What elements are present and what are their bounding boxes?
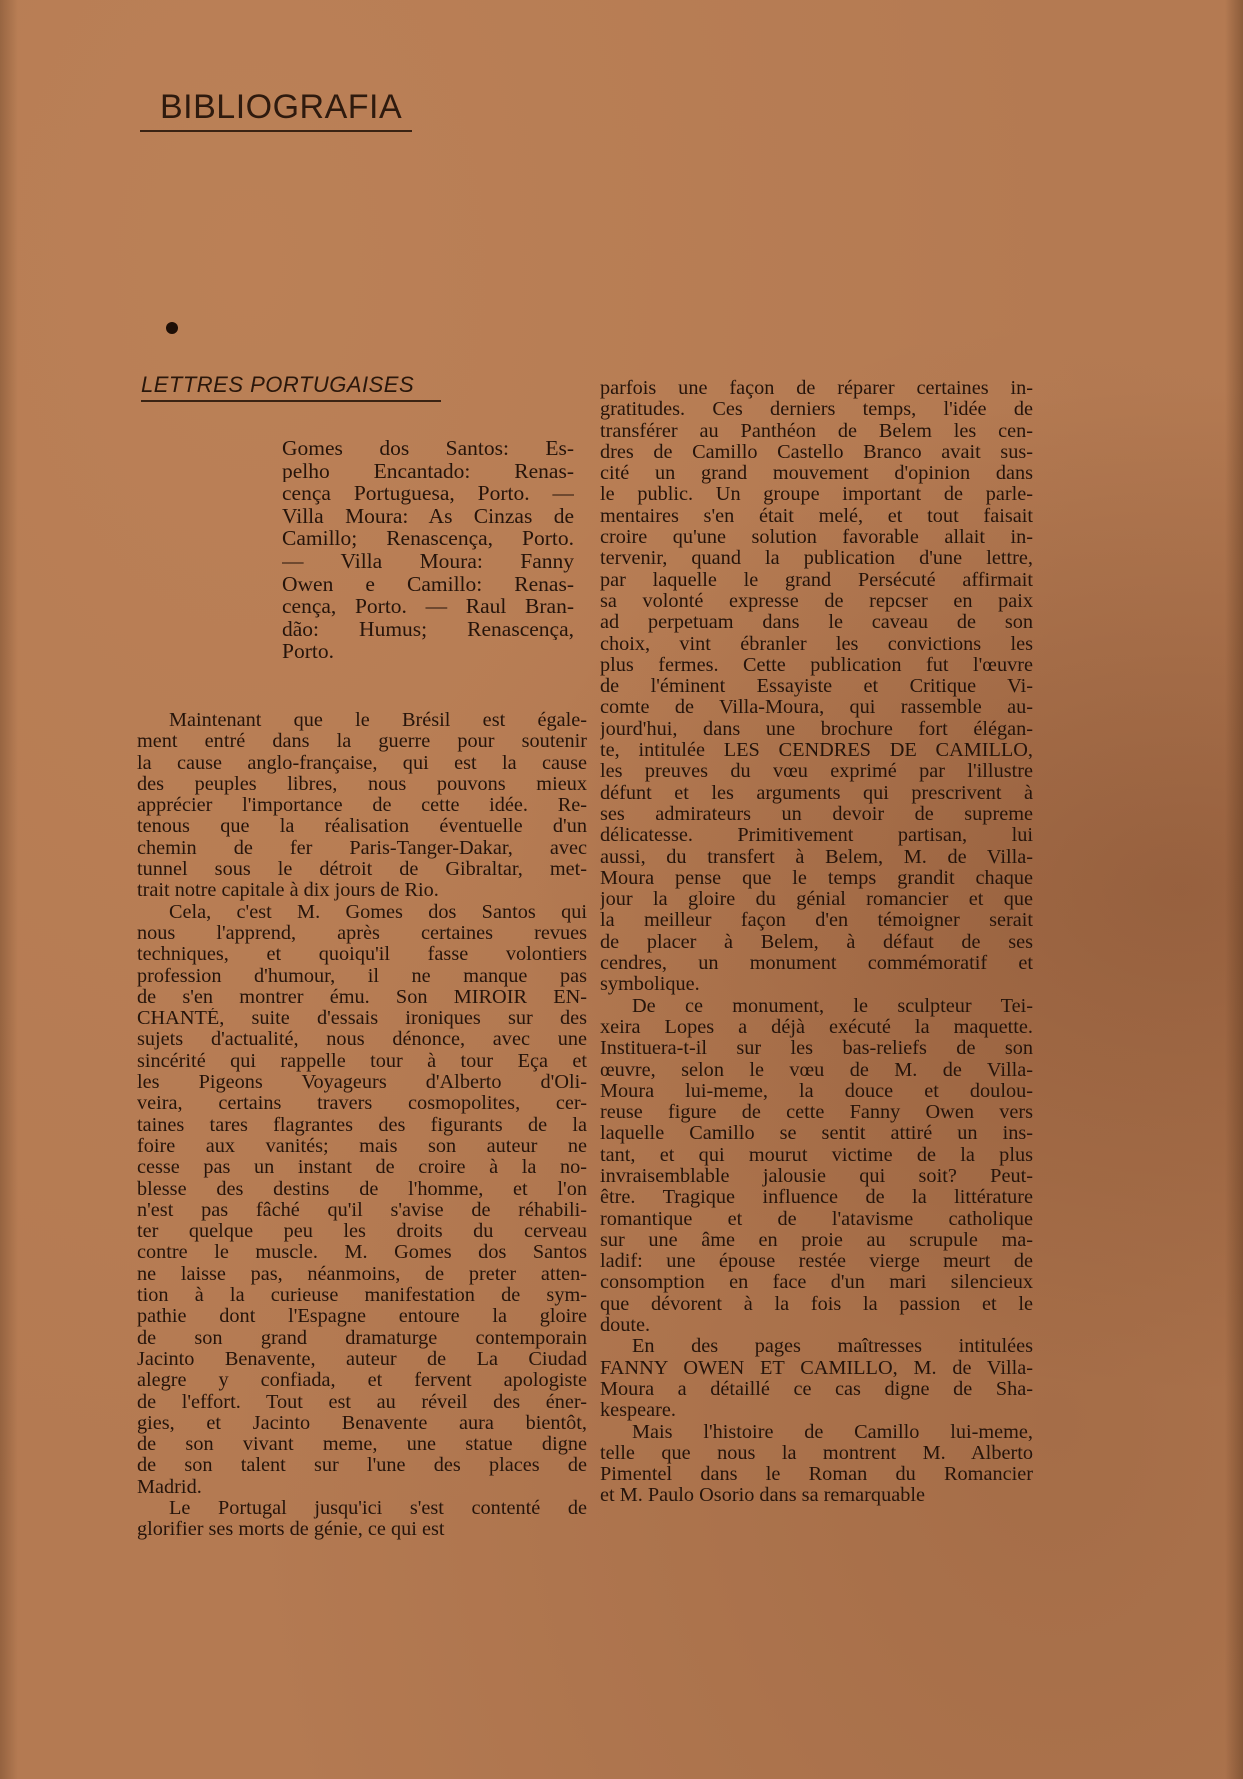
text-line: dão: Humus; Renascença, (282, 617, 574, 641)
text-line: tervenir, quand la publication d'une lettre, (600, 548, 1033, 570)
text-line: sincérité qui rappelle tour à tour Eça et (137, 1050, 587, 1072)
text-line: choix, vint ébranler les convictions les (600, 633, 1033, 655)
text-line: dres de Camillo Castello Branco avait sus- (600, 441, 1033, 463)
text-line: Owen e Camillo: Renas- (282, 572, 574, 596)
text-line: veira, certains travers cosmopolites, cer- (137, 1093, 587, 1115)
text-line: Pimentel dans le Roman du Romancier (600, 1464, 1033, 1486)
text-line: sur une âme en proie au scrupule ma- (600, 1229, 1033, 1251)
text-line: Le Portugal jusqu'ici s'est contenté de (169, 1497, 587, 1519)
text-line: cendres, un monument commémoratif et (600, 953, 1033, 975)
left-text-column (137, 710, 587, 1541)
text-line: pathie dont l'Espagne entoure la gloire (137, 1306, 587, 1328)
text-line: cité un grand mouvement d'opinion dans (600, 463, 1033, 485)
text-line: nous l'apprend, après certaines revues (137, 922, 587, 944)
text-line: tion à la curieuse manifestation de sym- (137, 1285, 587, 1307)
page-title: BIBLIOGRAFIA (160, 88, 403, 126)
text-line: tenous que la réalisation éventuelle d'un (137, 816, 587, 838)
text-line: — Villa Moura: Fanny (282, 549, 574, 573)
text-line: Mais l'histoire de Camillo lui-meme, (632, 1421, 1033, 1443)
text-line: Madrid. (137, 1476, 202, 1498)
text-line: de son vivant meme, une statue digne (137, 1434, 587, 1456)
text-line: défunt et les arguments qui prescrivent à (600, 782, 1033, 804)
text-line: blesse des destins de l'homme, et l'on (137, 1178, 587, 1200)
text-line: transférer au Panthéon de Belem les cen- (600, 420, 1033, 442)
text-line: De ce monument, le sculpteur Tei- (632, 995, 1033, 1017)
text-line: Maintenant que le Brésil est égale- (169, 710, 587, 731)
text-line: gratitudes. Ces derniers temps, l'idée de (600, 399, 1033, 421)
text-line: n'est pas fâché qu'il s'avise de réhabili- (137, 1199, 587, 1221)
page-edge-shadow-right (1225, 0, 1243, 1779)
text-line: tunnel sous le détroit de Gibraltar, met- (137, 859, 587, 881)
text-line: les preuves du vœu exprimé par l'illustre (600, 761, 1033, 783)
text-line: laquelle Camillo se sentit attiré un ins- (600, 1123, 1033, 1145)
text-line: foire aux vanités; mais son auteur ne (137, 1135, 587, 1157)
text-line: pelho Encantado: Renas- (282, 459, 574, 483)
text-line: comte de Villa-Moura, qui rassemble au- (600, 697, 1033, 719)
text-line: gies, et Jacinto Benavente aura bientôt, (137, 1412, 587, 1434)
text-line: des peuples libres, nous pouvons mieux (137, 773, 587, 795)
text-line: sujets d'actualité, nous dénonce, avec une (137, 1029, 587, 1051)
text-line: Villa Moura: As Cinzas de (282, 504, 574, 528)
text-line: Instituera-t-il sur les bas-reliefs de son (600, 1038, 1033, 1060)
text-line: cença, Porto. — Raul Bran- (282, 595, 574, 618)
text-line: être. Tragique influence de la littérature (600, 1187, 1033, 1209)
text-line: cesse pas un instant de croire à la no- (137, 1157, 587, 1179)
text-line: la meilleur façon d'en témoigner serait (600, 910, 1033, 932)
text-line: CHANTÉ, suite d'essais ironiques sur des (137, 1008, 587, 1030)
title-underline (140, 130, 412, 132)
text-line: ter quelque peu les droits du cerveau (137, 1221, 587, 1243)
text-line: les Pigeons Voyageurs d'Alberto d'Oli- (137, 1072, 587, 1094)
text-line: et M. Paulo Osorio dans sa remarquable (600, 1485, 925, 1507)
text-line: Cela, c'est M. Gomes dos Santos qui (169, 901, 587, 923)
text-line: jour la gloire du génial romancier et que (600, 889, 1033, 911)
text-line: Gomes dos Santos: Es- (282, 437, 574, 460)
text-line: consomption en face d'un mari silencieux (600, 1272, 1033, 1294)
text-line: symbolique. (600, 974, 700, 996)
text-line: ment entré dans la guerre pour soutenir (137, 731, 587, 753)
text-line: aussi, du transfert à Belem, M. de Villa- (600, 846, 1033, 868)
text-line: jourd'hui, dans une brochure fort élégan- (600, 718, 1033, 740)
text-line: le public. Un groupe important de parle- (600, 484, 1033, 506)
text-line: la cause anglo-française, qui est la cause (137, 752, 587, 774)
text-line: xeira Lopes a déjà exécuté la maquette. (600, 1016, 1033, 1038)
text-line: tant, et qui mourut victime de la plus (600, 1144, 1033, 1166)
text-line: te, intitulée LES CENDRES DE CAMILLO, (600, 740, 1033, 762)
text-line: Jacinto Benavente, auteur de La Ciudad (137, 1348, 587, 1370)
text-line: alegre y confiada, et fervent apologiste (137, 1370, 587, 1392)
text-line: En des pages maîtresses intitulées (632, 1336, 1033, 1358)
text-line: techniques, et quoiqu'il fasse volontiers (137, 944, 587, 966)
text-line: ne laisse pas, néanmoins, de preter atten- (137, 1263, 587, 1285)
text-line: œuvre, selon le vœu de M. de Villa- (600, 1059, 1033, 1081)
text-line: parfois une façon de réparer certaines in- (600, 378, 1033, 399)
text-line: de son grand dramaturge contemporain (137, 1327, 587, 1349)
section-heading: LETTRES PORTUGAISES (141, 372, 415, 397)
text-line: Camillo; Renascença, Porto. (282, 527, 574, 550)
text-line: de s'en montrer ému. Son MIROIR EN- (137, 986, 587, 1008)
text-line: telle que nous la montrent M. Alberto (600, 1442, 1033, 1464)
text-line: Moura a détaillé ce cas digne de Sha- (600, 1378, 1033, 1400)
bibliographic-references (282, 437, 574, 663)
text-line: profession d'humour, il ne manque pas (137, 965, 587, 987)
text-line: Moura lui-meme, la douce et doulou- (600, 1080, 1033, 1102)
text-line: Porto. (282, 640, 334, 663)
text-line: ad perpetuam dans le caveau de son (600, 612, 1033, 634)
text-line: kespeare. (600, 1400, 677, 1422)
text-line: ladif: une épouse restée vierge meurt de (600, 1251, 1033, 1273)
text-line: glorifier ses morts de génie, ce qui est (137, 1519, 445, 1541)
text-line: invraisemblable jalousie qui soit? Peut- (600, 1165, 1033, 1187)
text-line: romantique et de l'atavisme catholique (600, 1208, 1033, 1230)
text-line: apprécier l'importance de cette idée. Re- (137, 795, 587, 817)
text-line: plus fermes. Cette publication fut l'œuvre (600, 654, 1033, 676)
section-underline (141, 400, 441, 402)
ornament-dot (166, 322, 178, 334)
text-line: croire qu'une solution favorable allait in- (600, 527, 1033, 549)
text-line: de placer à Belem, à défaut de ses (600, 931, 1033, 953)
text-line: de l'éminent Essayiste et Critique Vi- (600, 676, 1033, 698)
text-line: taines tares flagrantes des figurants de la (137, 1114, 587, 1136)
text-line: FANNY OWEN ET CAMILLO, M. de Villa- (600, 1357, 1033, 1379)
text-line: sa volonté expresse de repcser en paix (600, 590, 1033, 612)
text-line: reuse figure de cette Fanny Owen vers (600, 1102, 1033, 1124)
text-line: Moura pense que le temps grandit chaque (600, 867, 1033, 889)
text-line: de l'effort. Tout est au réveil des éner- (137, 1391, 587, 1413)
text-line: contre le muscle. M. Gomes dos Santos (137, 1242, 587, 1264)
text-line: que dévorent à la fois la passion et le (600, 1293, 1033, 1315)
text-line: mentaires s'en était melé, et tout faisait (600, 505, 1033, 527)
text-line: chemin de fer Paris-Tanger-Dakar, avec (137, 837, 587, 859)
text-line: par laquelle le grand Persécuté affirmait (600, 569, 1033, 591)
right-text-column (600, 378, 1033, 1507)
text-line: de son talent sur l'une des places de (137, 1455, 587, 1477)
text-line: trait notre capitale à dix jours de Rio. (137, 880, 439, 902)
text-line: cença Portuguesa, Porto. — (282, 482, 574, 505)
text-line: ses admirateurs un devoir de supreme (600, 803, 1033, 825)
text-line: doute. (600, 1315, 651, 1337)
text-line: délicatesse. Primitivement partisan, lui (600, 825, 1033, 847)
page-edge-shadow-left (0, 0, 18, 1779)
